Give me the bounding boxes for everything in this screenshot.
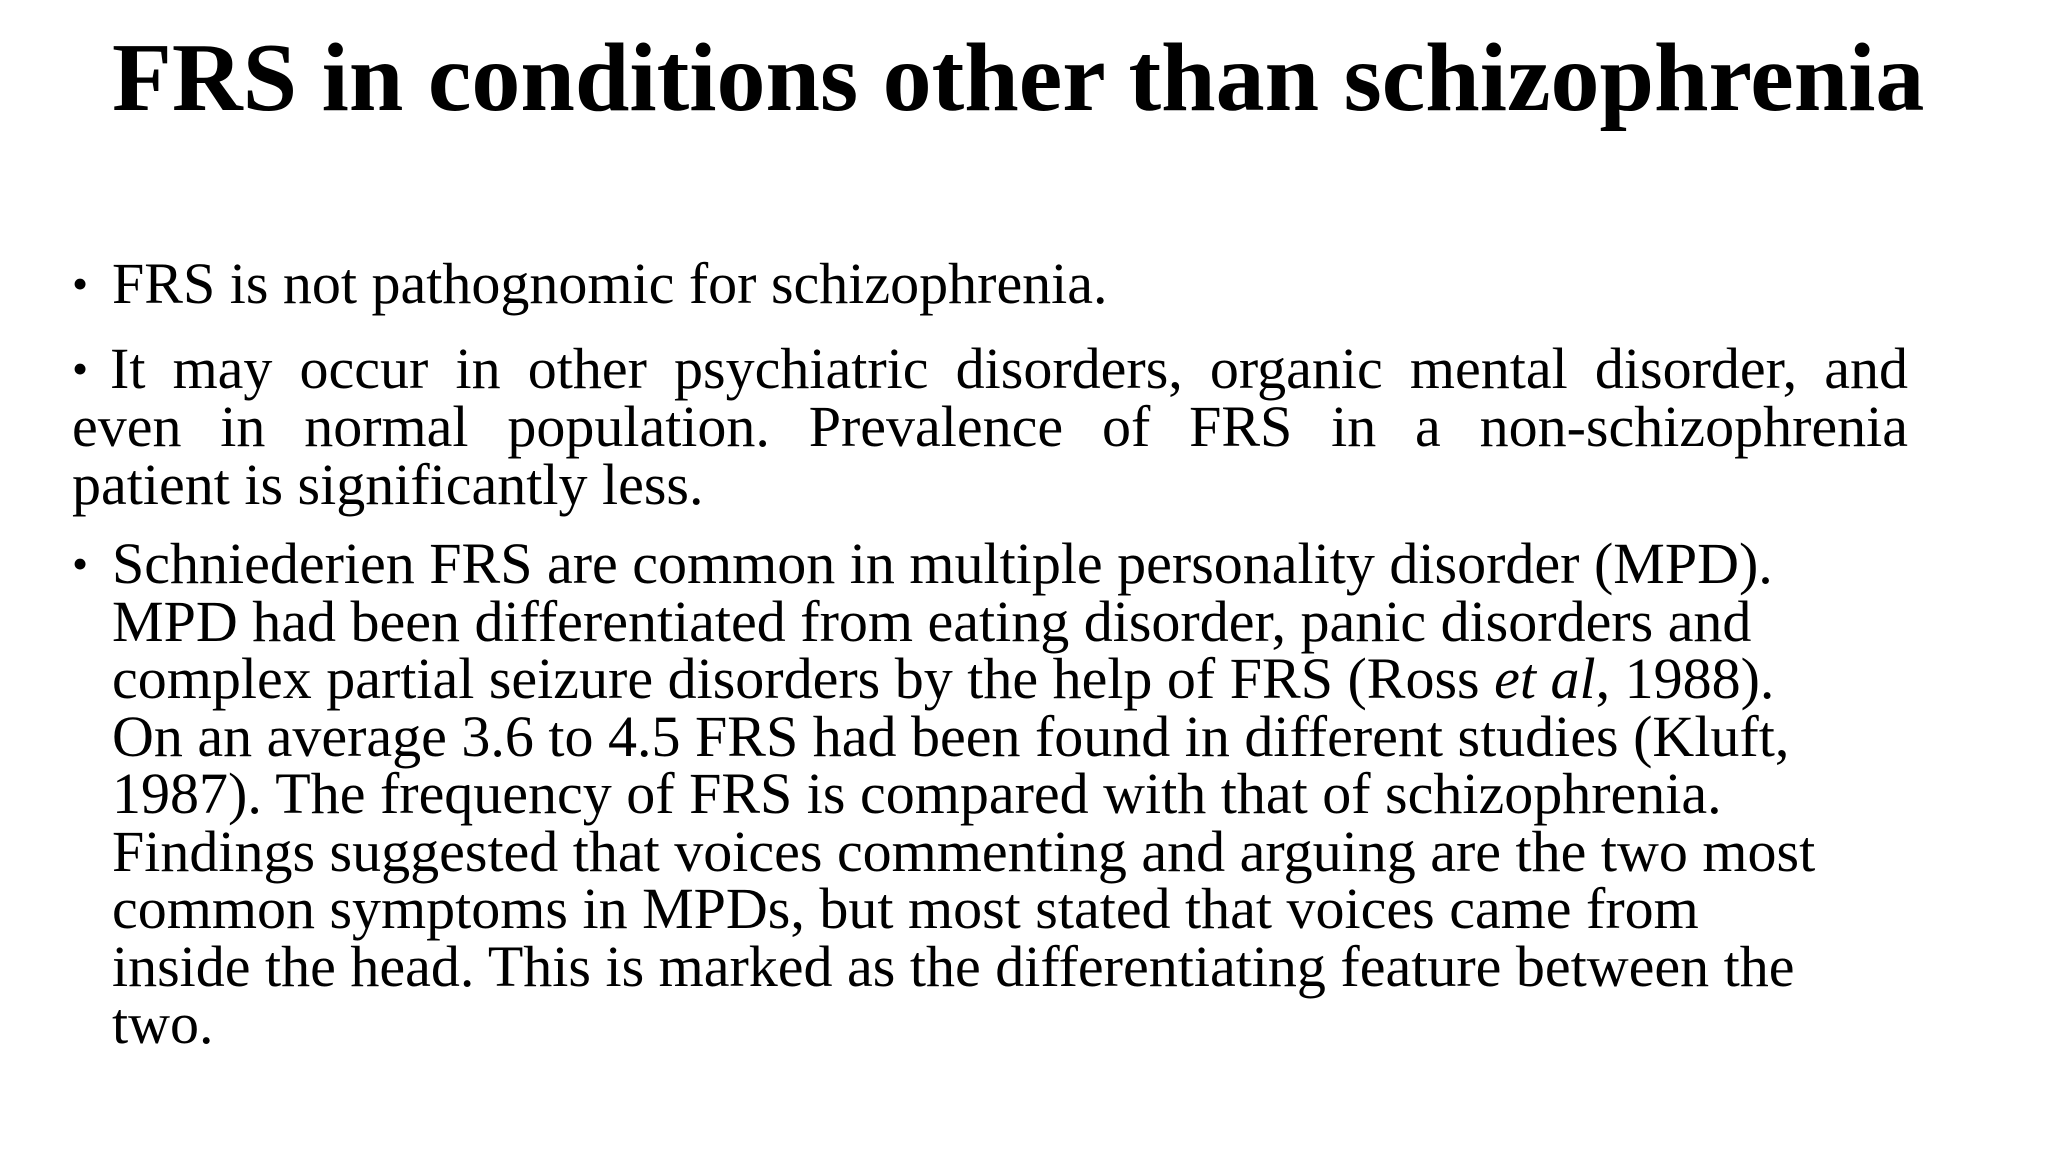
bullet-point-2-line-3: patient is significantly less. (72, 452, 704, 517)
bullet-point-3-line-5: 1987). The frequency of FRS is compared with that of schizophrenia. (112, 761, 1722, 826)
bullet-point-3-line-9: two. (112, 991, 214, 1056)
bullet-point-3-line-4: On an average 3.6 to 4.5 FRS had been found in different studies (Kluft, (112, 703, 1790, 769)
bullet-icon: • (72, 343, 89, 394)
bullet-point-3-line-1 (72, 531, 1932, 596)
bullet-point-3-line-1-text: Schniederien FRS are common in multiple personality disorder (MPD). (112, 531, 1773, 596)
bullet-point-3 (72, 531, 1932, 1056)
bullet-point-2-line-1-text: It may occur in other psychiatric disorders, organic mental disorder, and (110, 336, 1908, 401)
bullet-point-3-line-8: inside the head. This is marked as the differentiating feature between the (112, 933, 1795, 999)
bullet-point-3-line-7: common symptoms in MPDs, but most stated that voices came from (112, 876, 1699, 941)
bullet-point-3-line-3 (72, 646, 1932, 711)
slide-title: FRS in conditions other than schizophrenia (112, 24, 1925, 132)
bullet-point-1 (72, 251, 1908, 316)
bullet-point-2-line-2: even in normal population. Prevalence of FRS in a non-schizophrenia (72, 394, 1908, 459)
citation-text-before: complex partial seizure disorders by the help of FRS (Ross (112, 646, 1495, 711)
citation-text-after: , 1988). (1595, 646, 1775, 711)
bullet-point-2 (72, 336, 1908, 517)
bullet-point-3-line-2: MPD had been differentiated from eating disorder, panic disorders and (112, 588, 1752, 654)
citation-et-al: et al (1494, 646, 1596, 711)
bullet-point-1-text: FRS is not pathognomic for schizophrenia. (112, 251, 1108, 316)
bullet-point-2-line-1 (72, 336, 1908, 401)
bullet-icon: • (72, 258, 89, 309)
bullet-point-3-line-6: Findings suggested that voices commenting and arguing are the two most (112, 818, 1816, 884)
bullet-icon: • (72, 538, 89, 589)
